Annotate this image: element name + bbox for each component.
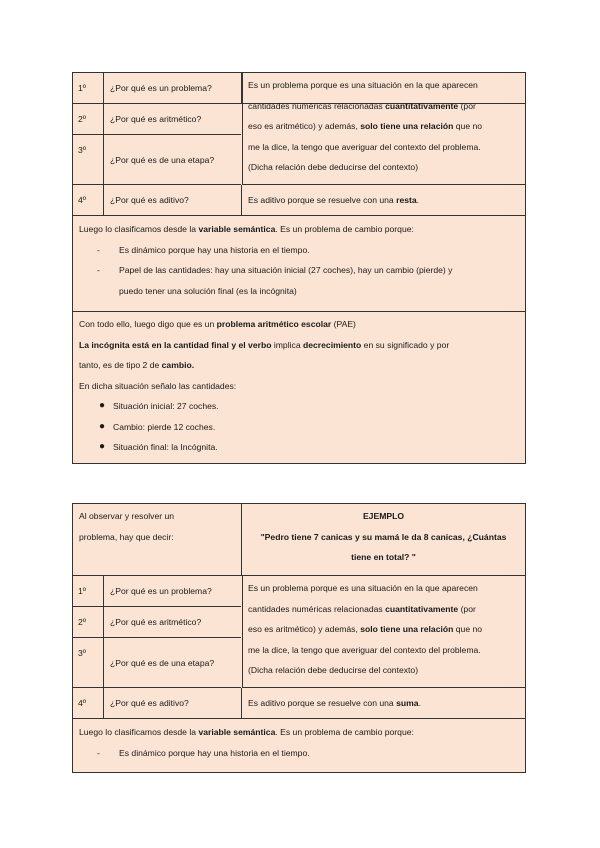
- table-row: [73, 607, 241, 638]
- list-item: ● Cambio: pierde 12 coches.: [99, 420, 216, 432]
- row-question: ¿Por qué es un problema?: [104, 73, 242, 103]
- row-number: 1º: [73, 576, 104, 606]
- list-item: ● Situación final: la Incógnita.: [99, 441, 218, 452]
- row-number: 2º: [73, 104, 104, 134]
- classification-section: Luego lo clasificamos desde la variable semántica. Es un problema de cambio porque: - Es dinámico porque hay una historia en el tiempo.: [73, 719, 525, 773]
- example-header: EJEMPLO "Pedro tiene 7 canicas y su mamá le da 8 canicas, ¿Cuántas tiene en total? ": [260, 511, 507, 562]
- row-question: ¿Por qué es de una etapa?: [110, 154, 215, 165]
- row-question: ¿Por qué es aritmético?: [110, 114, 202, 124]
- row-number: 3º: [73, 135, 104, 184]
- answer-cell: Es un problema porque es una situación en la que aparecen cantidades numéricas relacionadas cuantitativamente (por eso es aritmético) y además, solo tiene una relación que no me la dice, la tengo que averiguar del contexto del problema. (Dicha relación debe deducirse del contexto): [248, 80, 483, 172]
- table-row: [73, 688, 525, 719]
- row-number: 4º: [73, 185, 104, 215]
- list-item: - Es dinámico porque hay una historia en el tiempo.: [97, 244, 310, 255]
- row-number: 4º: [73, 688, 104, 718]
- row-question: ¿Por qué es un problema?: [110, 586, 212, 596]
- list-item: - Papel de las cantidades: hay una situación inicial (27 coches), hay un cambio (pierde) y: [97, 265, 453, 275]
- answer-cell: Es un problema porque es una situación en la que aparecen cantidades numéricas relacionadas cuantitativamente (por eso es aritmético) y además, solo tiene una relación que no me la dice, la tengo que averiguar del contexto del problema. (Dicha relación debe deducirse del contexto): [248, 583, 483, 675]
- row-number: 1º: [73, 73, 104, 103]
- row-number: 3º: [73, 638, 104, 687]
- conclusion-section: Con todo ello, luego digo que es un problema aritmético escolar (PAE) La incógnita está en la cantidad final y el verbo implica decrecimiento en su significado y por tanto, es de tipo 2 de cambio. En dicha situación señalo las cantidades: ● Situación inicial: 27 coches. ● Cambio: pierde 12 coches. ● Situación final: la Incógnita.: [73, 312, 525, 464]
- list-item: ● Situación inicial: 27 coches.: [99, 400, 219, 411]
- table-row: [73, 185, 525, 216]
- row-question: ¿Por qué es de una etapa?: [110, 657, 215, 668]
- classification-section: Luego lo clasificamos desde la variable semántica. Es un problema de cambio porque: - Es dinámico porque hay una historia en el tiempo. - Papel de las cantidades: hay una situación inicial (27 coches), hay un cambio (pierde) y puedo tener una solución final (es la incógnita): [73, 216, 525, 312]
- answer-cell: Es aditivo porque se resuelve con una resta.: [248, 195, 420, 205]
- row-question: ¿Por qué es aditivo?: [104, 185, 242, 215]
- row-number: 2º: [73, 607, 104, 637]
- row-question: ¿Por qué es aritmético?: [110, 617, 202, 627]
- list-item: - Es dinámico porque hay una historia en el tiempo.: [97, 747, 310, 758]
- table-row: [73, 638, 241, 688]
- table-header: Al observar y resolver un problema, hay que decir: EJEMPLO "Pedro tiene 7 canicas y su mamá le da 8 canicas, ¿Cuántas tiene en total? ": [73, 504, 525, 576]
- answer-cell: Es aditivo porque se resuelve con una suma.: [248, 698, 421, 708]
- table-row: [73, 135, 241, 185]
- table-row: [73, 576, 241, 607]
- table-2: [72, 503, 526, 773]
- row-question: ¿Por qué es aditivo?: [104, 688, 242, 718]
- table-row: [73, 104, 241, 135]
- table-1: [72, 72, 526, 464]
